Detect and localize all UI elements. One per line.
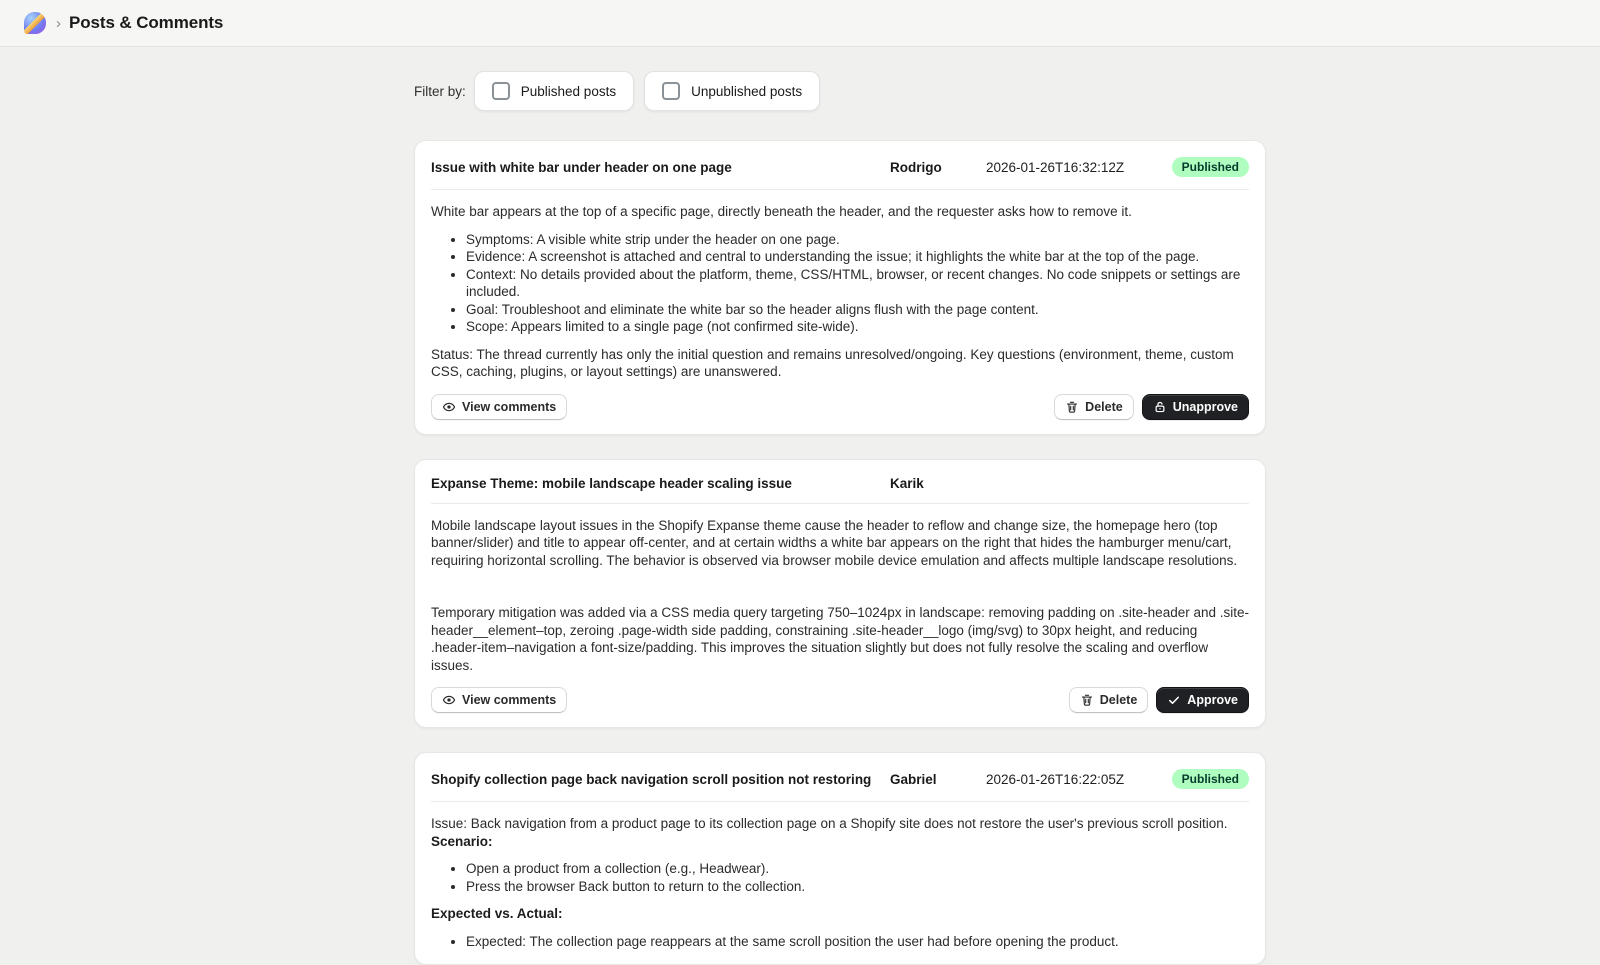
post-author: Karik: [890, 475, 924, 491]
post-author: Gabriel: [890, 771, 937, 787]
post-bullet: • Evidence: A screenshot is attached and central to understanding the issue; it highlights the white bar at the top of the page.: [466, 248, 1249, 266]
unapprove-label: Unapprove: [1172, 399, 1238, 414]
view-comments-button[interactable]: [431, 687, 567, 713]
eye-icon: [442, 693, 456, 707]
post-card-footer: [431, 687, 1249, 713]
view-comments-label: View comments: [462, 399, 557, 414]
main-content: [414, 47, 1266, 965]
post-bullet-list: [431, 231, 1249, 336]
footer-actions: [1054, 394, 1249, 420]
post-bullet: • Goal: Troubleshoot and eliminate the white bar so the header aligns flush with the page content.: [466, 301, 1249, 319]
post-title: Issue with white bar under header on one page: [431, 159, 732, 175]
topbar: [0, 0, 1600, 47]
post-card: [414, 140, 1266, 435]
post-bullet: • Symptoms: A visible white strip under the header on one page.: [466, 231, 1249, 249]
post-card-header: [431, 766, 1249, 802]
post-bullet-list: [431, 933, 1249, 951]
unapprove-button[interactable]: [1142, 394, 1249, 420]
post-card: [414, 752, 1266, 965]
delete-label: Delete: [1099, 693, 1138, 707]
post-intro: White bar appears at the top of a specific page, directly beneath the header, and the requester asks how to remove it.: [431, 204, 1132, 219]
post-bullet: • Open a product from a collection (e.g., Headwear).: [466, 860, 1249, 878]
post-issue-line: Issue: Back navigation from a product page to its collection page on a Shopify site does not restore the user's previous scroll position.: [431, 816, 1228, 831]
lock-icon: [1153, 400, 1167, 414]
unpublished-posts-checkbox-icon[interactable]: [662, 82, 680, 100]
post-paragraph: Mobile landscape layout issues in the Shopify Expanse theme cause the header to reflow and change size, the homepage hero (top banner/slider) and title to appear off-center, and at certain widths a white bar appears on the right that hides the hamburger menu/cart, requiring horizontal scrolling. The behavior is observed via browser mobile device emulation and affects multiple landscape resolutions.: [431, 517, 1238, 568]
filter-unpublished-posts-button[interactable]: [644, 71, 820, 111]
filter-bar: [414, 71, 1266, 111]
approve-label: Approve: [1187, 693, 1238, 707]
page-title: Posts & Comments: [69, 13, 224, 32]
post-author: Rodrigo: [890, 159, 942, 175]
trash-icon: [1080, 693, 1094, 707]
status-badge: Published: [1172, 157, 1249, 177]
post-card: [414, 459, 1266, 729]
filter-option-label: Published posts: [520, 83, 617, 99]
scenario-label: Scenario:: [431, 833, 493, 849]
expected-vs-actual-label: Expected vs. Actual:: [431, 906, 563, 921]
delete-label: Delete: [1085, 399, 1123, 414]
post-card-footer: [431, 394, 1249, 420]
published-posts-checkbox-icon[interactable]: [492, 82, 510, 100]
post-body: [431, 504, 1249, 675]
post-timestamp: 2026-01-26T16:32:12Z: [986, 159, 1125, 175]
post-status-text: Status: The thread currently has only the initial question and remains unresolved/ongoing. Key questions (environment, theme, custom CSS, caching, plugins, or layout settings) are unanswered.: [431, 346, 1234, 379]
delete-button[interactable]: [1054, 394, 1134, 420]
delete-button[interactable]: [1069, 687, 1149, 713]
post-body: [431, 802, 1249, 950]
view-comments-button[interactable]: [431, 394, 567, 420]
post-timestamp: 2026-01-26T16:22:05Z: [986, 771, 1125, 787]
app-logo-icon[interactable]: [24, 12, 46, 34]
post-paragraph: Temporary mitigation was added via a CSS media query targeting 750–1024px in landscape: removing padding on .site-header and .site-header__element–top, zeroing .page-width side padding, constraining .site-header__logo (img/svg) to 30px height, and reducing .header-item–navigation a font-size/padding. This improves the situation slightly but does not fully resolve the scaling and overflow issues.: [431, 605, 1249, 673]
trash-icon: [1065, 400, 1079, 414]
filter-by-label: Filter by:: [414, 83, 466, 99]
post-body: [431, 190, 1249, 381]
filter-published-posts-button[interactable]: [474, 71, 634, 111]
status-badge: Published: [1172, 769, 1249, 789]
breadcrumb-chevron-icon: ›: [56, 14, 61, 32]
post-bullet: • Context: No details provided about the platform, theme, CSS/HTML, browser, or recent changes. No code snippets or settings are included.: [466, 266, 1249, 301]
check-icon: [1167, 693, 1181, 707]
post-bullet: • Press the browser Back button to return to the collection.: [466, 878, 1249, 896]
filter-option-label: Unpublished posts: [691, 83, 803, 99]
post-card-header: [431, 473, 1249, 504]
eye-icon: [442, 400, 456, 414]
approve-button[interactable]: [1156, 687, 1249, 713]
footer-actions: [1069, 687, 1249, 713]
post-bullet-list: [431, 860, 1249, 895]
post-card-header: [431, 154, 1249, 190]
post-title: Expanse Theme: mobile landscape header scaling issue: [431, 475, 792, 491]
post-title: Shopify collection page back navigation scroll position not restoring: [431, 771, 872, 787]
post-bullet: • Scope: Appears limited to a single page (not confirmed site-wide).: [466, 318, 1249, 336]
post-bullet: • Expected: The collection page reappears at the same scroll position the user had before opening the product.: [466, 933, 1249, 951]
view-comments-label: View comments: [462, 693, 557, 707]
